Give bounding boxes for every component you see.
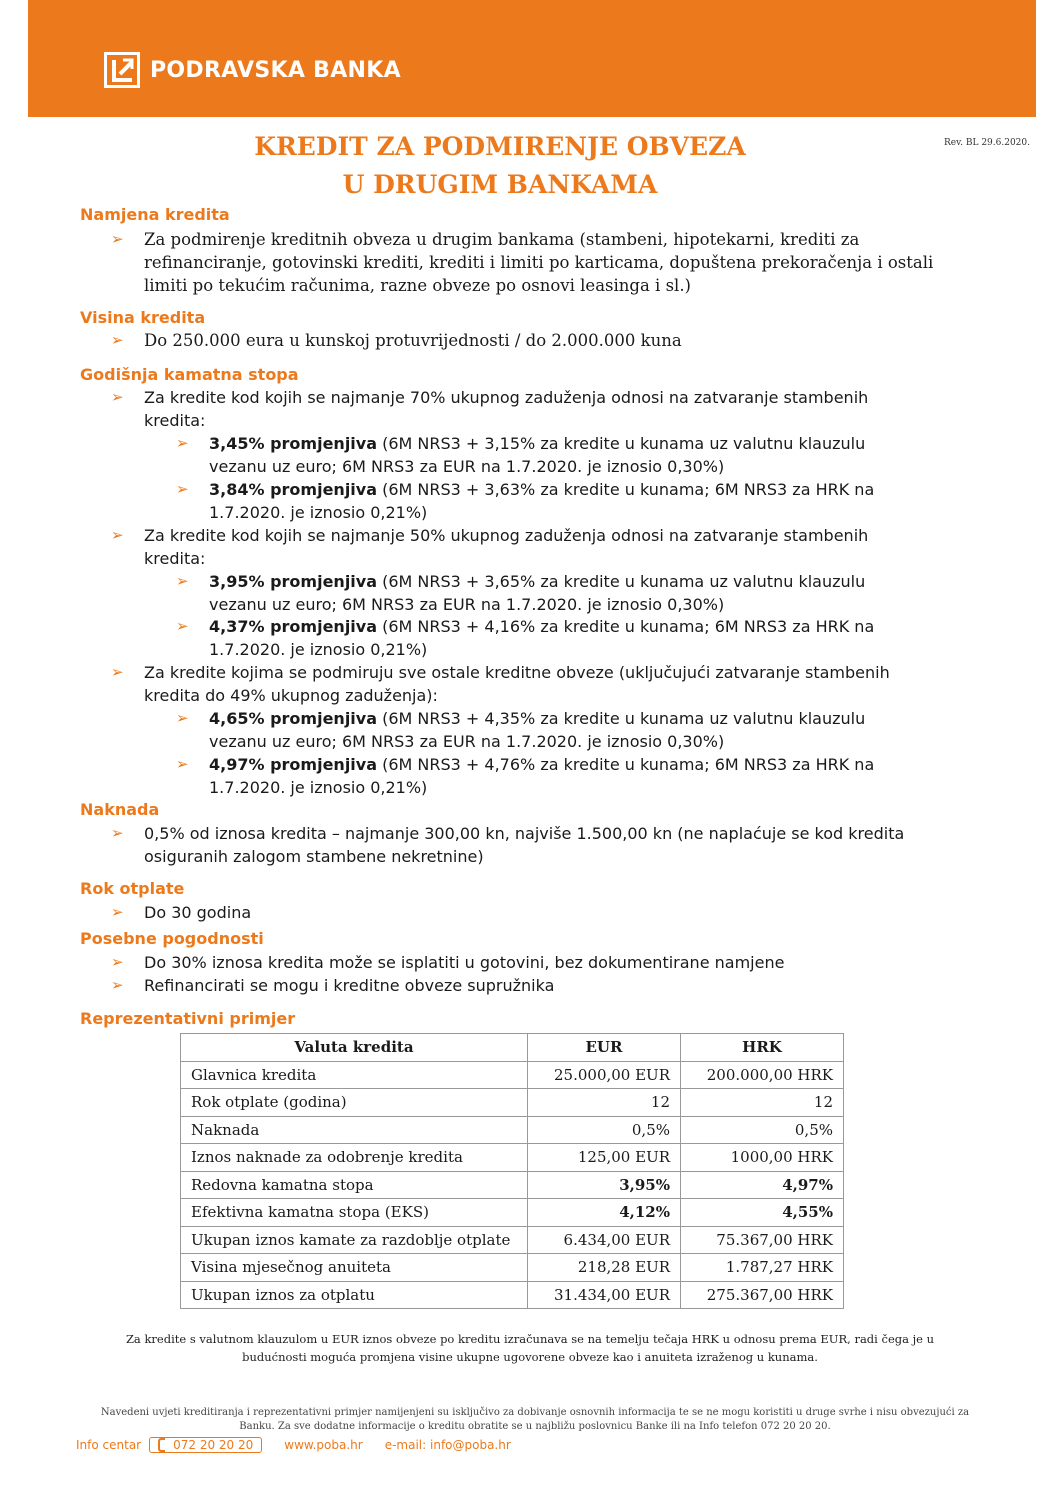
rate-detail: (6M NRS3 + 4,76% za kredite u kunama; 6M NRS3 za HRK na — [377, 755, 875, 774]
page-title-line1: KREDIT ZA PODMIRENJE OBVEZA — [254, 132, 746, 161]
website-link[interactable]: www.poba.hr — [284, 1438, 363, 1452]
table-header-cell: Valuta kredita — [181, 1034, 528, 1062]
pogodnosti-line: Refinancirati se mogu i kreditne obveze supružnika — [144, 976, 555, 995]
arrow-bullet-icon: ➢ — [111, 976, 124, 994]
arrow-bullet-icon: ➢ — [111, 663, 124, 681]
arrow-bullet-icon: ➢ — [176, 572, 189, 590]
table-cell-hrk: 0,5% — [681, 1116, 844, 1144]
rate-detail: (6M NRS3 + 3,63% za kredite u kunama; 6M NRS3 za HRK na — [377, 480, 875, 499]
table-cell-hrk: 12 — [681, 1089, 844, 1117]
arrow-bullet-icon: ➢ — [111, 331, 124, 349]
header-band — [28, 0, 1036, 117]
rate-line — [209, 479, 874, 501]
naknada-line: osiguranih zalogom stambene nekretnine) — [144, 847, 484, 866]
table-cell-hrk: 4,97% — [681, 1171, 844, 1199]
table-row — [181, 1061, 844, 1089]
section-heading-pogodnosti: Posebne pogodnosti — [80, 929, 264, 948]
arrow-bullet-icon: ➢ — [111, 230, 124, 248]
table-cell-label: Naknada — [181, 1116, 528, 1144]
contact-bar — [76, 1437, 511, 1453]
table-row — [181, 1171, 844, 1199]
table-cell-eur: 31.434,00 EUR — [528, 1281, 681, 1309]
table-cell-hrk: 1.787,27 HRK — [681, 1254, 844, 1282]
section-heading-namjena: Namjena kredita — [80, 205, 230, 224]
namjena-line: limiti po tekućim računima, razne obveze po osnovi leasinga i sl.) — [144, 276, 691, 295]
section-heading-kamata: Godišnja kamatna stopa — [80, 365, 299, 384]
bank-logo[interactable] — [104, 52, 401, 88]
bank-name: PODRAVSKA BANKA — [150, 57, 401, 83]
phone-number: 072 20 20 20 — [173, 1438, 254, 1452]
table-cell-label: Ukupan iznos kamate za razdoblje otplate — [181, 1226, 528, 1254]
kamata-group-line: kredita: — [144, 411, 206, 430]
disclaimer-text: Navedeni uvjeti kreditiranja i reprezentativni primjer namijenjeni su isključivo za dobivanje osnovnih informacija te se ne mogu koristiti u druge svrhe i nisu obvezujući za — [100, 1407, 970, 1418]
page-title-line2: U DRUGIM BANKAMA — [342, 170, 658, 199]
table-row — [181, 1226, 844, 1254]
arrow-bullet-icon: ➢ — [176, 709, 189, 727]
rate-value: 3,45% promjenjiva — [209, 434, 378, 453]
rate-detail-line2: 1.7.2020. je iznosio 0,21%) — [209, 503, 428, 522]
table-cell-hrk: 75.367,00 HRK — [681, 1226, 844, 1254]
table-cell-label: Visina mjesečnog anuiteta — [181, 1254, 528, 1282]
rate-detail: (6M NRS3 + 3,15% za kredite u kunama uz valutnu klauzulu — [377, 434, 866, 453]
arrow-bullet-icon: ➢ — [176, 617, 189, 635]
info-center-label: Info centar — [76, 1438, 142, 1452]
table-cell-eur: 6.434,00 EUR — [528, 1226, 681, 1254]
rate-detail: (6M NRS3 + 4,16% za kredite u kunama; 6M NRS3 za HRK na — [377, 617, 875, 636]
arrow-bullet-icon: ➢ — [111, 526, 124, 544]
rate-detail-line2: vezanu uz euro; 6M NRS3 za EUR na 1.7.2020. je iznosio 0,30%) — [209, 457, 725, 476]
rate-value: 4,65% promjenjiva — [209, 709, 378, 728]
disclaimer-text: Banku. Za sve dodatne informacije o kreditu obratite se u najbližu poslovnicu Banke ili na Info telefon 072 20 20 20. — [239, 1421, 831, 1432]
table-row — [181, 1144, 844, 1172]
table-cell-label: Ukupan iznos za otplatu — [181, 1281, 528, 1309]
rate-detail-line2: 1.7.2020. je iznosio 0,21%) — [209, 640, 428, 659]
table-cell-eur: 4,12% — [528, 1199, 681, 1227]
arrow-bullet-icon: ➢ — [176, 480, 189, 498]
table-cell-eur: 12 — [528, 1089, 681, 1117]
table-header-cell: EUR — [528, 1034, 681, 1062]
email-link[interactable]: e-mail: info@poba.hr — [384, 1438, 511, 1452]
arrow-bullet-icon: ➢ — [176, 755, 189, 773]
representative-example-table — [180, 1033, 844, 1309]
arrow-bullet-icon: ➢ — [111, 953, 124, 971]
table-cell-label: Glavnica kredita — [181, 1061, 528, 1089]
table-cell-label: Rok otplate (godina) — [181, 1089, 528, 1117]
rate-line — [209, 708, 865, 730]
table-cell-label: Efektivna kamatna stopa (EKS) — [181, 1199, 528, 1227]
currency-clause-note: budućnosti moguća promjena visine ukupne ugovorene obveze kao i anuiteta izraženog u kunama. — [242, 1350, 818, 1364]
table-cell-eur: 0,5% — [528, 1116, 681, 1144]
rate-line — [209, 433, 865, 455]
kamata-group-line: Za kredite kod kojih se najmanje 70% ukupnog zaduženja odnosi na zatvaranje stambenih — [144, 388, 869, 407]
rate-detail: (6M NRS3 + 4,35% za kredite u kunama uz valutnu klauzulu — [377, 709, 866, 728]
visina-line: Do 250.000 eura u kunskoj protuvrijednosti / do 2.000.000 kuna — [144, 331, 682, 350]
rok-line: Do 30 godina — [144, 903, 252, 922]
pogodnosti-line: Do 30% iznosa kredita može se isplatiti u gotovini, bez dokumentirane namjene — [144, 953, 785, 972]
table-row — [181, 1116, 844, 1144]
revision-label: Rev. BL 29.6.2020. — [944, 138, 1030, 148]
kamata-group-line: kredita do 49% ukupnog zaduženja): — [144, 686, 438, 705]
table-cell-eur: 3,95% — [528, 1171, 681, 1199]
rate-value: 3,84% promjenjiva — [209, 480, 378, 499]
currency-clause-note: Za kredite s valutnom klauzulom u EUR iznos obveze po kreditu izračunava se na temelju tečaja HRK u odnosu prema EUR, radi čega je u — [125, 1332, 935, 1346]
table-cell-hrk: 200.000,00 HRK — [681, 1061, 844, 1089]
namjena-line: refinanciranje, gotovinski krediti, krediti i limiti po karticama, dopuštena prekoračenja i ostali — [144, 253, 934, 272]
podravska-logo-icon — [104, 52, 140, 88]
table-cell-hrk: 4,55% — [681, 1199, 844, 1227]
rate-detail-line2: vezanu uz euro; 6M NRS3 za EUR na 1.7.2020. je iznosio 0,30%) — [209, 595, 725, 614]
rate-value: 4,37% promjenjiva — [209, 617, 378, 636]
kamata-group-line: Za kredite kojima se podmiruju sve ostale kreditne obveze (uključujući zatvaranje stambenih — [144, 663, 890, 682]
table-cell-hrk: 1000,00 HRK — [681, 1144, 844, 1172]
table-cell-label: Redovna kamatna stopa — [181, 1171, 528, 1199]
table-cell-hrk: 275.367,00 HRK — [681, 1281, 844, 1309]
rate-detail-line2: vezanu uz euro; 6M NRS3 za EUR na 1.7.2020. je iznosio 0,30%) — [209, 732, 725, 751]
table-row — [181, 1254, 844, 1282]
phone-icon — [158, 1438, 167, 1452]
arrow-bullet-icon: ➢ — [176, 434, 189, 452]
rate-detail-line2: 1.7.2020. je iznosio 0,21%) — [209, 778, 428, 797]
rate-line — [209, 616, 874, 638]
table-cell-eur: 125,00 EUR — [528, 1144, 681, 1172]
section-heading-visina: Visina kredita — [80, 308, 206, 327]
arrow-bullet-icon: ➢ — [111, 903, 124, 921]
arrow-bullet-icon: ➢ — [111, 388, 124, 406]
rate-value: 4,97% promjenjiva — [209, 755, 378, 774]
phone-box[interactable] — [149, 1437, 262, 1453]
rate-line — [209, 571, 865, 593]
table-header-cell: HRK — [681, 1034, 844, 1062]
section-heading-rok: Rok otplate — [80, 879, 185, 898]
section-heading-primjer: Reprezentativni primjer — [80, 1009, 296, 1028]
table-row — [181, 1199, 844, 1227]
table-row — [181, 1089, 844, 1117]
table-row — [181, 1281, 844, 1309]
namjena-line: Za podmirenje kreditnih obveza u drugim bankama (stambeni, hipotekarni, krediti za — [144, 230, 860, 249]
rate-value: 3,95% promjenjiva — [209, 572, 378, 591]
kamata-group-line: kredita: — [144, 549, 206, 568]
section-heading-naknada: Naknada — [80, 800, 160, 819]
rate-detail: (6M NRS3 + 3,65% za kredite u kunama uz valutnu klauzulu — [377, 572, 866, 591]
table-header-row — [181, 1034, 844, 1062]
kamata-group-line: Za kredite kod kojih se najmanje 50% ukupnog zaduženja odnosi na zatvaranje stambenih — [144, 526, 869, 545]
table-cell-eur: 25.000,00 EUR — [528, 1061, 681, 1089]
rate-line — [209, 754, 874, 776]
arrow-bullet-icon: ➢ — [111, 824, 124, 842]
naknada-line: 0,5% od iznosa kredita – najmanje 300,00 kn, najviše 1.500,00 kn (ne naplaćuje se kod kredita — [144, 824, 905, 843]
table-cell-label: Iznos naknade za odobrenje kredita — [181, 1144, 528, 1172]
table-cell-eur: 218,28 EUR — [528, 1254, 681, 1282]
